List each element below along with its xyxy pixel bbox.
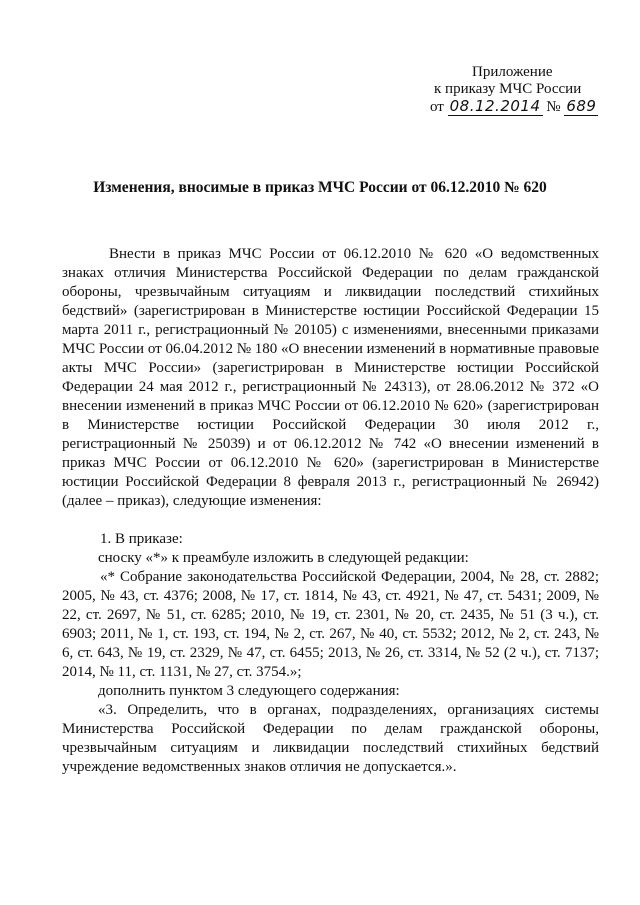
order-date: 08.12.2014 bbox=[449, 97, 541, 115]
intro-paragraph: Внести в приказ МЧС России от 06.12.2010 № 620 «О ведомственных знаках отличия Министерства Российской Федерации по делам гражданской обороны, чрезвычайным ситуациям и ликвидации последствий стихийных бедствий» (зарегистрирован в Министерстве юстиции Российской Федерации 15 марта 2011 г., регистрационный № 20105) с изменениями, внесенными приказами МЧС России от 06.04.2012 № 180 «О внесении изменений в нормативные правовые акты МЧС России» (зарегистрирован в Министерстве юстиции Российской Федерации 24 мая 2012 г., регистрационный № 24313), от 28.06.2012 № 372 «О внесении изменений в приказ МЧС России от 06.12.2010 № 620» (зарегистрирован в Министерстве юстиции Российской Федерации 30 июля 2012 г., регистрационный № 25039) и от 06.12.2012 № 742 «О внесении изменений в приказ МЧС России от 06.12.2010 № 620» (зарегистрирован в Министерстве юстиции Российской Федерации 8 февраля 2013 г., регистрационный № 26942) (далее – приказ), следующие изменения: bbox=[62, 246, 599, 509]
footnote-instruction: сноску «*» к преамбуле изложить в следующей редакции: bbox=[98, 550, 469, 566]
number-label: № bbox=[546, 99, 561, 115]
item-1-section bbox=[62, 530, 599, 777]
from-label: от bbox=[430, 99, 444, 115]
appendix-date-number bbox=[430, 98, 610, 116]
appendix-block bbox=[430, 64, 610, 116]
add-point-instruction: дополнить пунктом 3 следующего содержания: bbox=[98, 683, 400, 699]
item-1-heading: 1. В приказе: bbox=[100, 531, 183, 547]
order-number: 689 bbox=[566, 97, 597, 115]
appendix-title: Приложение bbox=[472, 64, 553, 80]
document-title: Изменения, вносимые в приказ МЧС России от 06.12.2010 № 620 bbox=[93, 179, 547, 196]
footnote-text: «* Собрание законодательства Российской Федерации, 2004, № 28, ст. 2882; 2005, № 43, ст. 4376; 2008, № 17, ст. 1814, № 43, ст. 4921, № 47, ст. 5431; 2009, № 22, ст. 2697, № 51, ст. 6285; 2010, № 19, ст. 2301, № 20, ст. 2435, № 51 (3 ч.), ст. 6903; 2011, № 1, ст. 193, ст. 194, № 2, ст. 267, № 40, ст. 5532; 2012, № 2, ст. 243, № 6, ст. 643, № 19, ст. 2329, № 47, ст. 6455; 2013, № 26, ст. 3314, № 52 (2 ч.), ст. 7137; 2014, № 11, ст. 1131, № 27, ст. 3754.»; bbox=[62, 569, 599, 680]
appendix-order-ref: к приказу МЧС России bbox=[434, 81, 582, 97]
point-3-text: «3. Определить, что в органах, подразделениях, организациях системы Министерства Российской Федерации по делам гражданской обороны, чрезвычайным ситуациям и ликвидации последствий стихийных бедствий учреждение ведомственных знаков отличия не допускается.». bbox=[62, 702, 599, 775]
